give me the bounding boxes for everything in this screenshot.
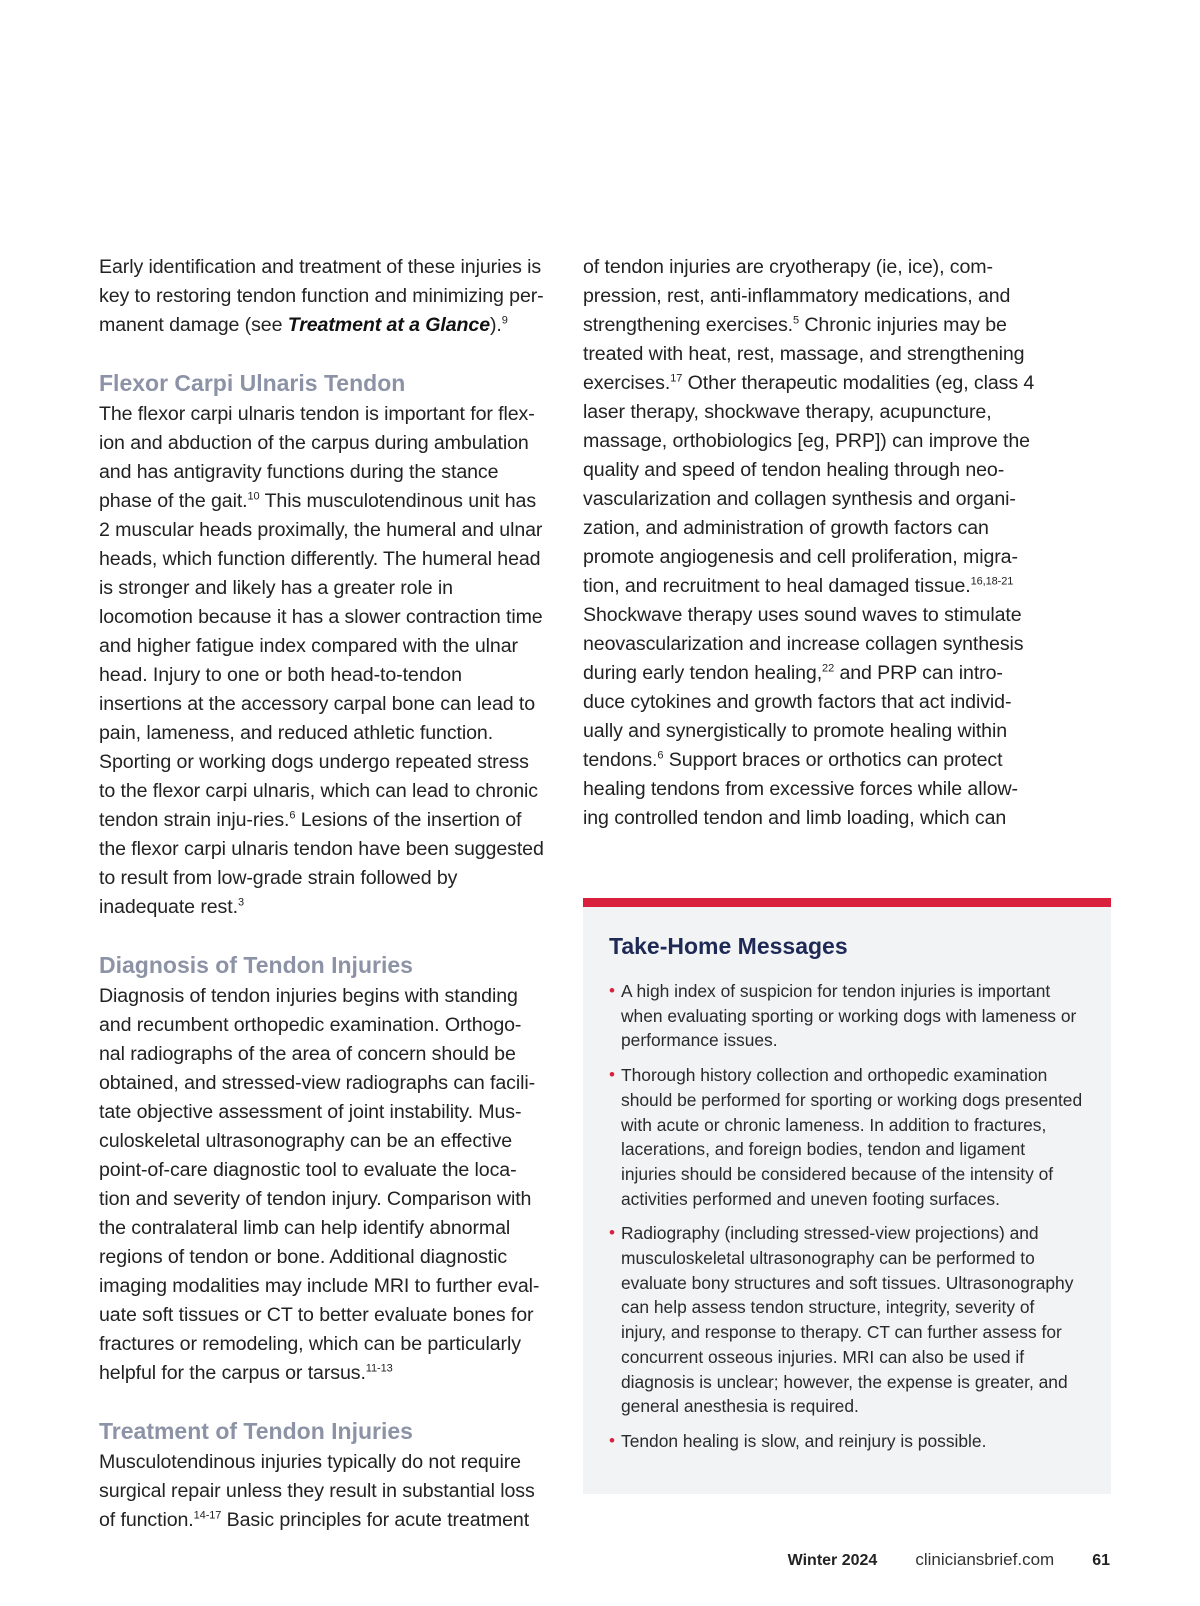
intro-text: Early identification and treatment of these injuries is key to restoring tendon function and minimizing per-manent damage (see — [99, 256, 544, 336]
take-home-messages-box — [583, 898, 1111, 1494]
list-item — [609, 1221, 1083, 1419]
citation: 9 — [501, 314, 508, 327]
citation: 6 — [289, 809, 296, 822]
website-link[interactable]: cliniciansbrief.com — [915, 1550, 1055, 1569]
treatment-heading: Treatment of Tendon Injuries — [99, 1418, 413, 1444]
bullet-icon: • — [609, 1430, 615, 1450]
list-item-text: Thorough history collection and orthopedic examination should be performed for sporting or working dogs presented with acute or chronic lameness. In addition to fractures, lacerations, and foreign bodies, tendon and ligament injuries should be considered because of the intensity of activities performed and uneven footing surfaces. — [621, 1065, 1083, 1209]
list-item-text: Tendon healing is slow, and reinjury is possible. — [621, 1430, 987, 1451]
treatment-at-a-glance-reference[interactable]: Treatment at a Glance — [287, 314, 490, 336]
citation: 16,18-21 — [970, 575, 1014, 588]
list-item — [609, 1063, 1083, 1211]
citation: 10 — [247, 490, 260, 503]
take-home-title: Take-Home Messages — [609, 933, 848, 959]
list-item-text: A high index of suspicion for tendon injuries is important when evaluating sporting or working dogs with lameness or performance issues. — [621, 981, 1077, 1051]
paragraph-text: This musculotendinous unit has 2 muscular heads proximally, the humeral and ulnar heads, which function differently. The humeral head is stronger and likely has a greater role in locomotion because it has a slower contraction time and higher fatigue index compared with the ulnar head. Injury to one or both head-to-tendon insertions at the accessory carpal bone can lead to pain, lameness, and reduced athletic function. Sporting or working dogs undergo repeated stress to the flexor carpi ulnaris, which can lead to chronic tendon strain inju-ries. — [99, 490, 543, 831]
flexor-paragraph — [99, 400, 544, 922]
paragraph-text: Shockwave therapy uses sound waves to stimulate neovascularization and increase collagen synthesis during early tendon healing, — [583, 604, 1024, 684]
paragraph-text: Musculotendinous injuries typically do not require surgical repair unless they result in substantial loss of function. — [99, 1451, 535, 1531]
paragraph-text: Other therapeutic modalities (eg, class 4 laser therapy, shockwave therapy, acupuncture, massage, orthobiologics [eg, PRP]) can improve the quality and speed of tendon healing through neo-vascularization and collagen synthesis and organi-zation, and administration of growth factors can promote angiogenesis and cell proliferation, migra-tion, and recruitment to heal damaged tissue. — [583, 372, 1035, 597]
citation: 3 — [237, 896, 244, 909]
list-item — [609, 1429, 1083, 1454]
citation: 22 — [822, 662, 835, 675]
bullet-icon: • — [609, 1065, 615, 1085]
citation: 17 — [670, 372, 683, 385]
paragraph-text: of tendon injuries are cryotherapy (ie, ice), com-pression, rest, anti-inflammatory medications, and strengthening exercises. — [583, 256, 1011, 336]
paragraph-text: Lesions of the insertion of the flexor carpi ulnaris tendon have been suggested to result from low-grade strain followed by inadequate rest. — [99, 809, 544, 918]
treatment-paragraph — [99, 1448, 544, 1535]
diagnosis-heading: Diagnosis of Tendon Injuries — [99, 952, 413, 978]
paragraph-text: Basic principles for acute treatment — [221, 1509, 530, 1531]
list-item-text: Radiography (including stressed-view projections) and musculoskeletal ultrasonography can be performed to evaluate bony structures and soft tissues. Ultrasonography can help assess tendon structure, integrity, severity of injury, and response to therapy. CT can further assess for concurrent osseous injuries. MRI can also be used if diagnosis is unclear; however, the expense is greater, and general anesthesia is required. — [621, 1223, 1074, 1417]
citation: 14-17 — [193, 1509, 222, 1522]
right-column — [583, 253, 1038, 833]
citation: 11-13 — [365, 1362, 393, 1375]
paragraph-text: Support braces or orthotics can protect healing tendons from excessive forces while allow-ing controlled tendon and limb loading, which can — [583, 749, 1018, 829]
bullet-icon: • — [609, 1223, 615, 1243]
page-number: 61 — [1092, 1552, 1110, 1569]
list-item — [609, 979, 1083, 1053]
paragraph-text: Chronic injuries may be treated with heat, rest, massage, and strengthening exercises. — [583, 314, 1025, 394]
left-column — [99, 253, 544, 1535]
bullet-icon: • — [609, 981, 615, 1000]
flexor-carpi-ulnaris-heading: Flexor Carpi Ulnaris Tendon — [99, 370, 406, 396]
citation: 6 — [657, 749, 664, 762]
issue-label: Winter 2024 — [787, 1552, 878, 1569]
intro-paragraph — [99, 253, 544, 340]
paragraph-text: Diagnosis of tendon injuries begins with standing and recumbent orthopedic examination. Orthogo-nal radiographs of the area of concern should be obtained, and stressed-view radiographs can facili-tate objective assessment of joint instability. Mus-culoskeletal ultrasonography can be an effective point-of-care diagnostic tool to evaluate the loca-tion and severity of tendon injury. Comparison with the contralateral limb can help identify abnormal regions of tendon or bone. Additional diagnostic imaging modalities may include MRI to further eval-uate soft tissues or CT to better evaluate bones for fractures or remodeling, which can be particularly helpful for the carpus or tarsus. — [99, 985, 540, 1384]
treatment-continued-paragraph — [583, 253, 1038, 833]
take-home-list — [609, 979, 1083, 1454]
page-footer — [788, 1550, 1110, 1574]
diagnosis-paragraph — [99, 982, 544, 1388]
paragraph-text: The flexor carpi ulnaris tendon is important for flex-ion and abduction of the carpus during ambulation and has antigravity functions during the stance phase of the gait. — [99, 403, 535, 512]
citation: 5 — [792, 314, 800, 327]
paragraph-text: and PRP can intro-duce cytokines and growth factors that act individ-ually and synergistically to promote healing within tendons. — [583, 662, 1012, 771]
intro-text-end: ). — [490, 314, 502, 336]
